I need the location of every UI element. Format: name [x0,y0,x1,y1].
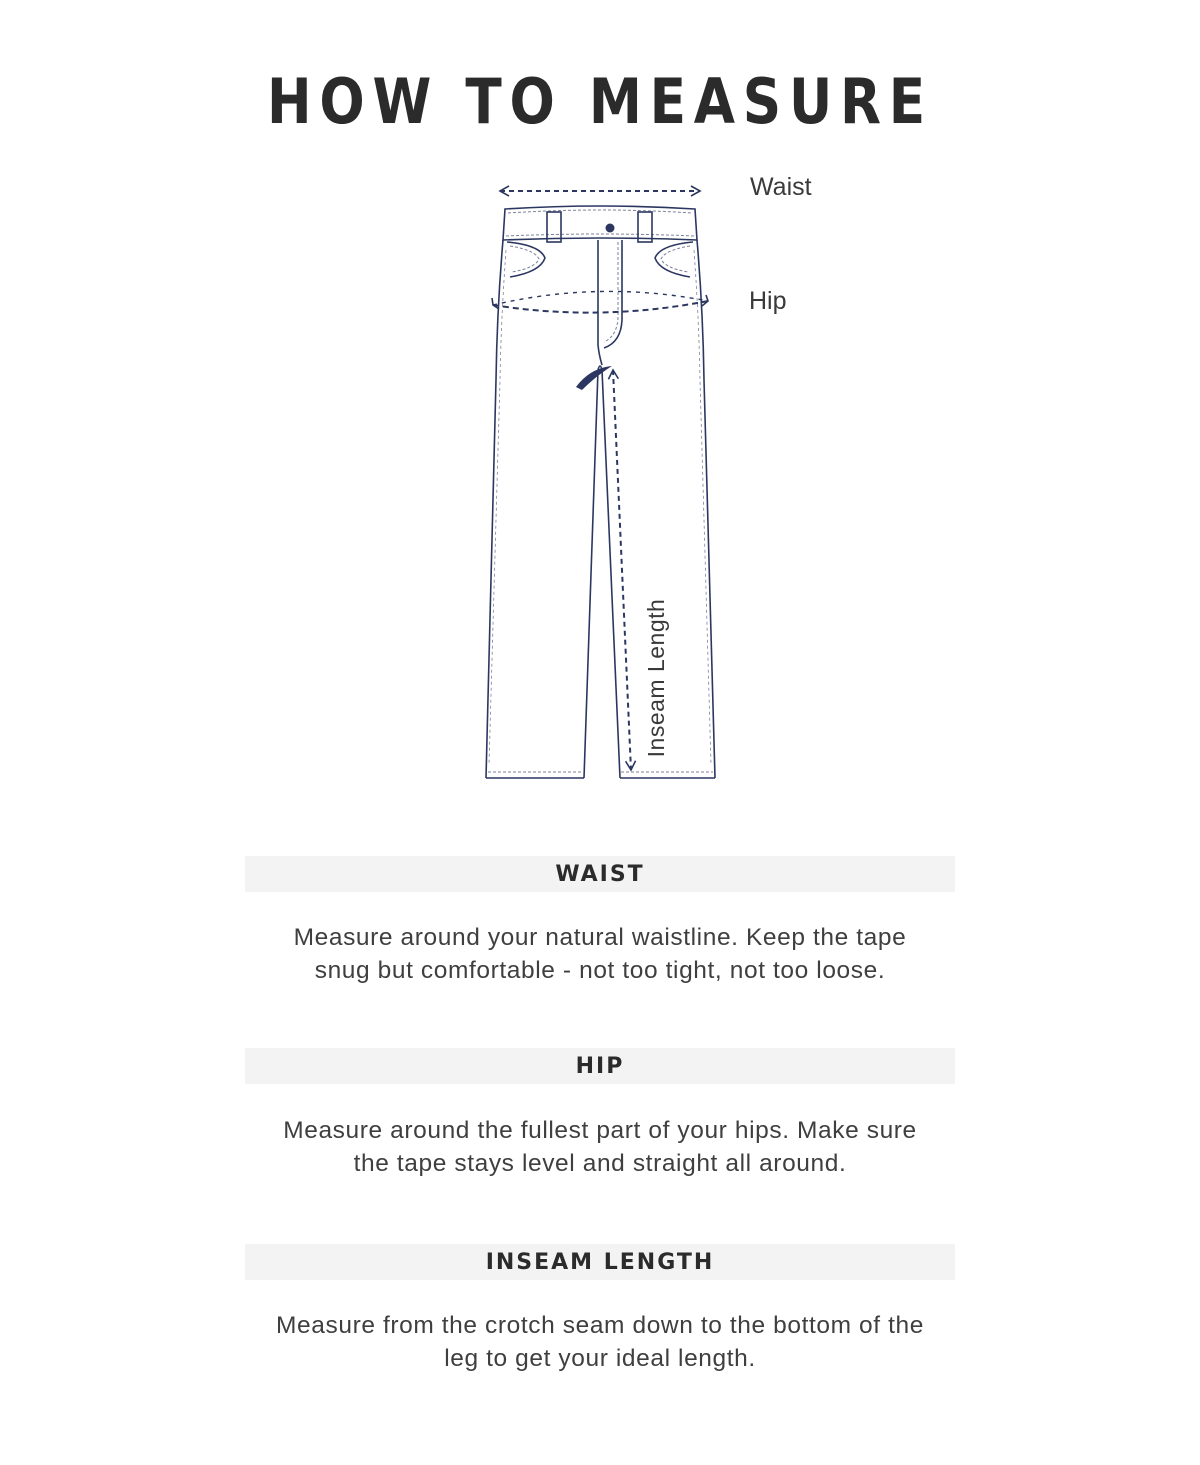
hip-label: Hip [749,287,787,315]
section-text-waist [245,921,955,987]
section-text-line: Measure from the crotch seam down to the bottom of the [276,1312,924,1339]
page-title: HOW TO MEASURE [267,65,933,138]
button-icon [606,224,615,233]
inseam-label: Inseam Length [643,598,669,758]
section-heading-waist: WAIST [245,856,955,892]
section-text-line: leg to get your ideal length. [444,1345,756,1372]
section-text-line: snug but comfortable - not too tight, not too loose. [314,957,886,984]
section-text-line: the tape stays level and straight all around. [353,1150,847,1177]
section-heading-hip: HIP [245,1048,955,1084]
inseam-measure-line [613,370,631,770]
section-text-line: Measure around your natural waistline. Keep the tape [293,924,907,951]
tape-tip-icon [576,366,612,390]
section-text-inseam [245,1309,955,1375]
section-text-hip [245,1114,955,1180]
section-heading-inseam: INSEAM LENGTH [245,1244,955,1280]
hip-measure-ellipse [492,291,708,312]
section-text-line: Measure around the fullest part of your hips. Make sure [283,1117,917,1144]
waist-label: Waist [750,173,812,201]
